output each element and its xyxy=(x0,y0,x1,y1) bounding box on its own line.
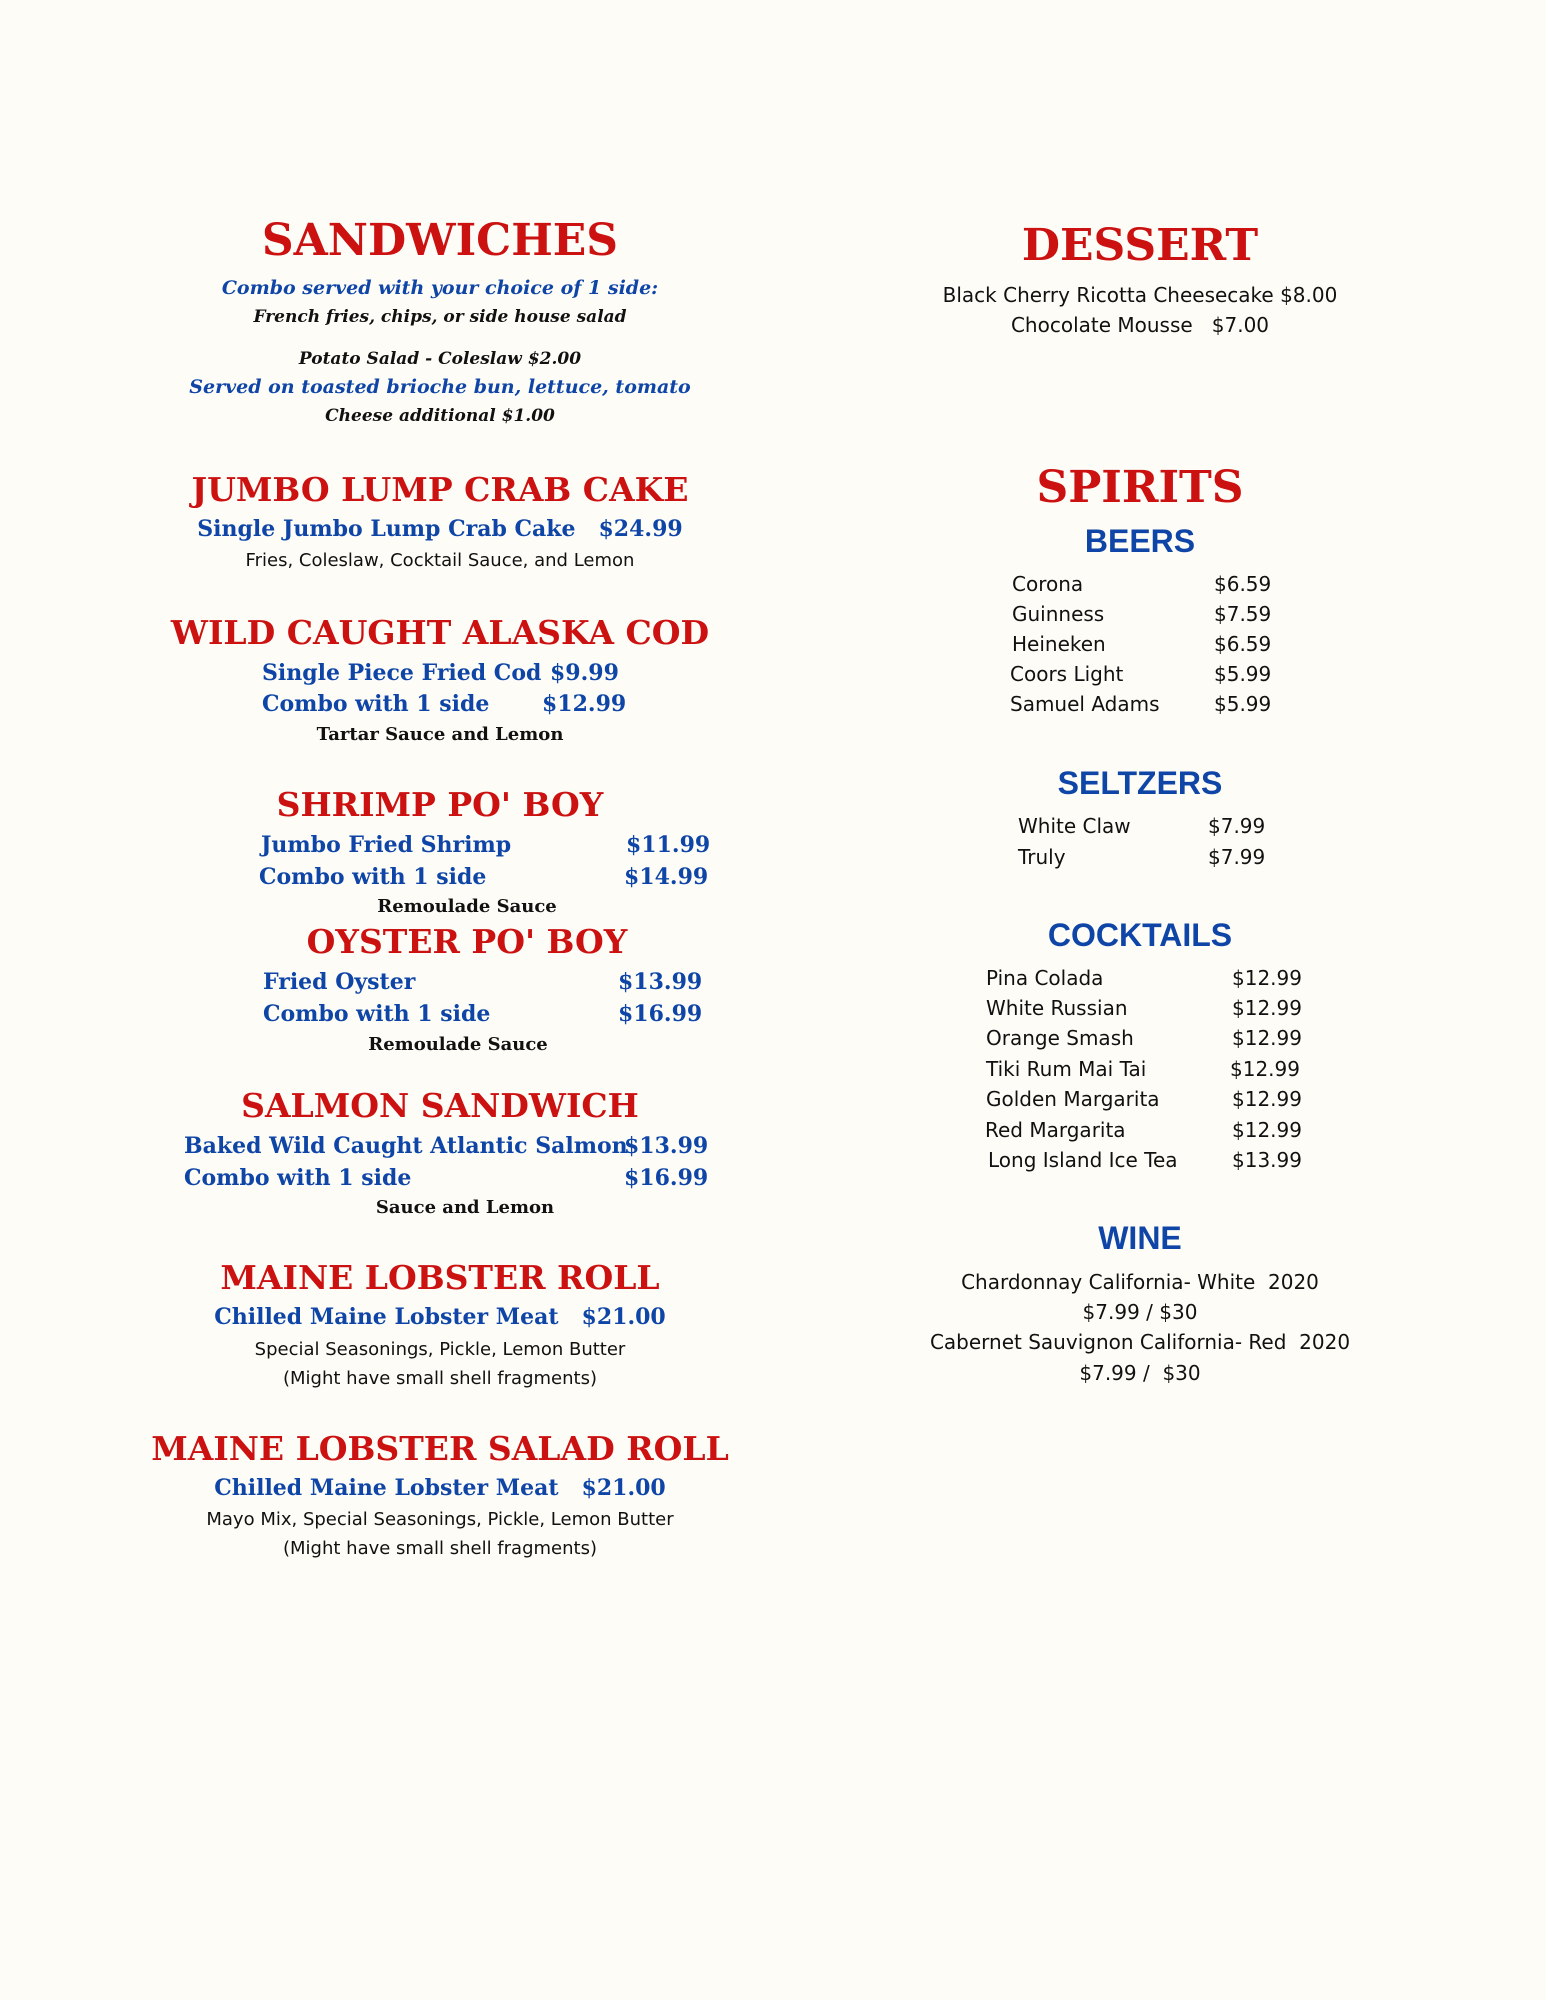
shrimp-item-price: $11.99 xyxy=(626,832,711,858)
cod-item-price: $9.99 xyxy=(550,660,619,686)
salmon-desc: Sauce and Lemon xyxy=(375,1197,555,1218)
salmon-combo-name: Combo with 1 side xyxy=(184,1165,412,1191)
shrimp-po-boy-title: SHRIMP PO' BOY xyxy=(276,785,604,824)
cocktail-price: $12.99 xyxy=(1232,1118,1302,1142)
cocktail-name: Red Margarita xyxy=(985,1118,1126,1142)
cod-desc: Tartar Sauce and Lemon xyxy=(316,724,564,745)
seltzer-price: $7.99 xyxy=(1208,845,1266,869)
dessert-item: Black Cherry Ricotta Cheesecake $8.00 xyxy=(942,283,1338,307)
dessert-title: DESSERT xyxy=(1021,220,1259,271)
dessert-item: Chocolate Mousse $7.00 xyxy=(1010,313,1270,337)
oyster-desc: Remoulade Sauce xyxy=(368,1034,548,1055)
lobster-roll-item-price: $21.00 xyxy=(581,1304,666,1330)
beer-name: Coors Light xyxy=(1010,662,1124,686)
shrimp-desc: Remoulade Sauce xyxy=(377,896,557,917)
cocktail-name: Pina Colada xyxy=(986,966,1104,990)
wine-line: Chardonnay California- White 2020 xyxy=(961,1270,1319,1294)
cocktail-name: Tiki Rum Mai Tai xyxy=(986,1057,1147,1081)
shrimp-combo-name: Combo with 1 side xyxy=(259,864,487,890)
oyster-item-price: $13.99 xyxy=(618,969,703,995)
cod-title: WILD CAUGHT ALASKA COD xyxy=(170,613,710,652)
beer-price: $5.99 xyxy=(1214,692,1272,716)
oyster-combo-name: Combo with 1 side xyxy=(263,1001,491,1027)
lobster-roll-title: MAINE LOBSTER ROLL xyxy=(220,1258,660,1297)
wine-price: $7.99 / $30 xyxy=(1079,1361,1201,1385)
beer-price: $6.59 xyxy=(1214,572,1272,596)
cocktail-price: $12.99 xyxy=(1232,1087,1302,1111)
wine-price: $7.99 / $30 xyxy=(1082,1300,1198,1324)
cheese-note: Cheese additional $1.00 xyxy=(325,406,555,426)
lobster-salad-roll-title: MAINE LOBSTER SALAD ROLL xyxy=(151,1429,729,1468)
shrimp-combo-price: $14.99 xyxy=(624,864,709,890)
cocktail-name: White Russian xyxy=(986,996,1128,1020)
cocktail-price: $12.99 xyxy=(1232,966,1302,990)
sides-note: French fries, chips, or side house salad xyxy=(253,307,627,327)
right-column xyxy=(880,0,1400,2000)
crab-cake-item xyxy=(140,516,740,542)
extra-sides-note: Potato Salad - Coleslaw $2.00 xyxy=(298,349,582,369)
cocktail-price: $13.99 xyxy=(1232,1148,1302,1172)
cocktail-price: $12.99 xyxy=(1230,1057,1300,1081)
beer-name: Corona xyxy=(1012,572,1084,596)
lobster-roll-desc: Special Seasonings, Pickle, Lemon Butter xyxy=(254,1339,626,1360)
crab-cake-item-price: $24.99 xyxy=(598,516,683,542)
beers-title: BEERS xyxy=(1084,523,1196,559)
oyster-combo-price: $16.99 xyxy=(618,1001,703,1027)
cod-item-name: Single Piece Fried Cod xyxy=(262,660,542,686)
seltzer-price: $7.99 xyxy=(1208,814,1266,838)
cocktail-price: $12.99 xyxy=(1232,996,1302,1020)
lobster-salad-roll-item-name: Chilled Maine Lobster Meat xyxy=(214,1475,559,1501)
lobster-salad-roll-warning: (Might have small shell fragments) xyxy=(283,1538,597,1559)
beer-name: Samuel Adams xyxy=(1010,692,1160,716)
salmon-title: SALMON SANDWICH xyxy=(241,1086,639,1125)
sandwiches-title: SANDWICHES xyxy=(261,215,619,266)
seltzer-name: White Claw xyxy=(1018,814,1131,838)
wine-title: WINE xyxy=(1098,1220,1182,1256)
cocktail-name: Orange Smash xyxy=(986,1026,1134,1050)
beer-price: $5.99 xyxy=(1214,662,1272,686)
cocktail-price: $12.99 xyxy=(1232,1026,1302,1050)
lobster-salad-roll-item xyxy=(140,1475,740,1501)
seltzers-title: SELTZERS xyxy=(1057,765,1223,801)
lobster-salad-roll-desc: Mayo Mix, Special Seasonings, Pickle, Lemon Butter xyxy=(206,1509,674,1530)
oyster-item-name: Fried Oyster xyxy=(263,969,416,995)
bun-note: Served on toasted brioche bun, lettuce, tomato xyxy=(189,376,691,398)
beer-name: Heineken xyxy=(1012,632,1106,656)
seltzer-name: Truly xyxy=(1018,845,1066,869)
cocktail-name: Golden Margarita xyxy=(986,1087,1160,1111)
cod-combo-name: Combo with 1 side xyxy=(262,691,490,717)
lobster-salad-roll-item-price: $21.00 xyxy=(581,1475,666,1501)
crab-cake-desc: Fries, Coleslaw, Cocktail Sauce, and Lemon xyxy=(245,550,635,571)
cod-combo-price: $12.99 xyxy=(542,691,627,717)
crab-cake-title: JUMBO LUMP CRAB CAKE xyxy=(191,470,689,509)
crab-cake-item-name: Single Jumbo Lump Crab Cake xyxy=(197,516,576,542)
beer-price: $7.59 xyxy=(1214,602,1272,626)
salmon-item-price: $13.99 xyxy=(624,1133,709,1159)
combo-note: Combo served with your choice of 1 side: xyxy=(221,277,659,299)
oyster-po-boy-title: OYSTER PO' BOY xyxy=(306,922,628,961)
cocktails-title: COCKTAILS xyxy=(1047,917,1233,953)
lobster-roll-item xyxy=(140,1304,740,1330)
wine-line: Cabernet Sauvignon California- Red 2020 xyxy=(929,1330,1351,1354)
spirits-title: SPIRITS xyxy=(1036,462,1244,513)
lobster-roll-warning: (Might have small shell fragments) xyxy=(283,1368,597,1389)
lobster-roll-item-name: Chilled Maine Lobster Meat xyxy=(214,1304,559,1330)
beer-price: $6.59 xyxy=(1214,632,1272,656)
salmon-item-name: Baked Wild Caught Atlantic Salmon xyxy=(184,1133,628,1159)
shrimp-item-name: Jumbo Fried Shrimp xyxy=(261,832,512,858)
salmon-combo-price: $16.99 xyxy=(624,1165,709,1191)
beer-name: Guinness xyxy=(1012,602,1105,626)
left-column xyxy=(140,0,740,2000)
cocktail-name: Long Island Ice Tea xyxy=(988,1148,1178,1172)
